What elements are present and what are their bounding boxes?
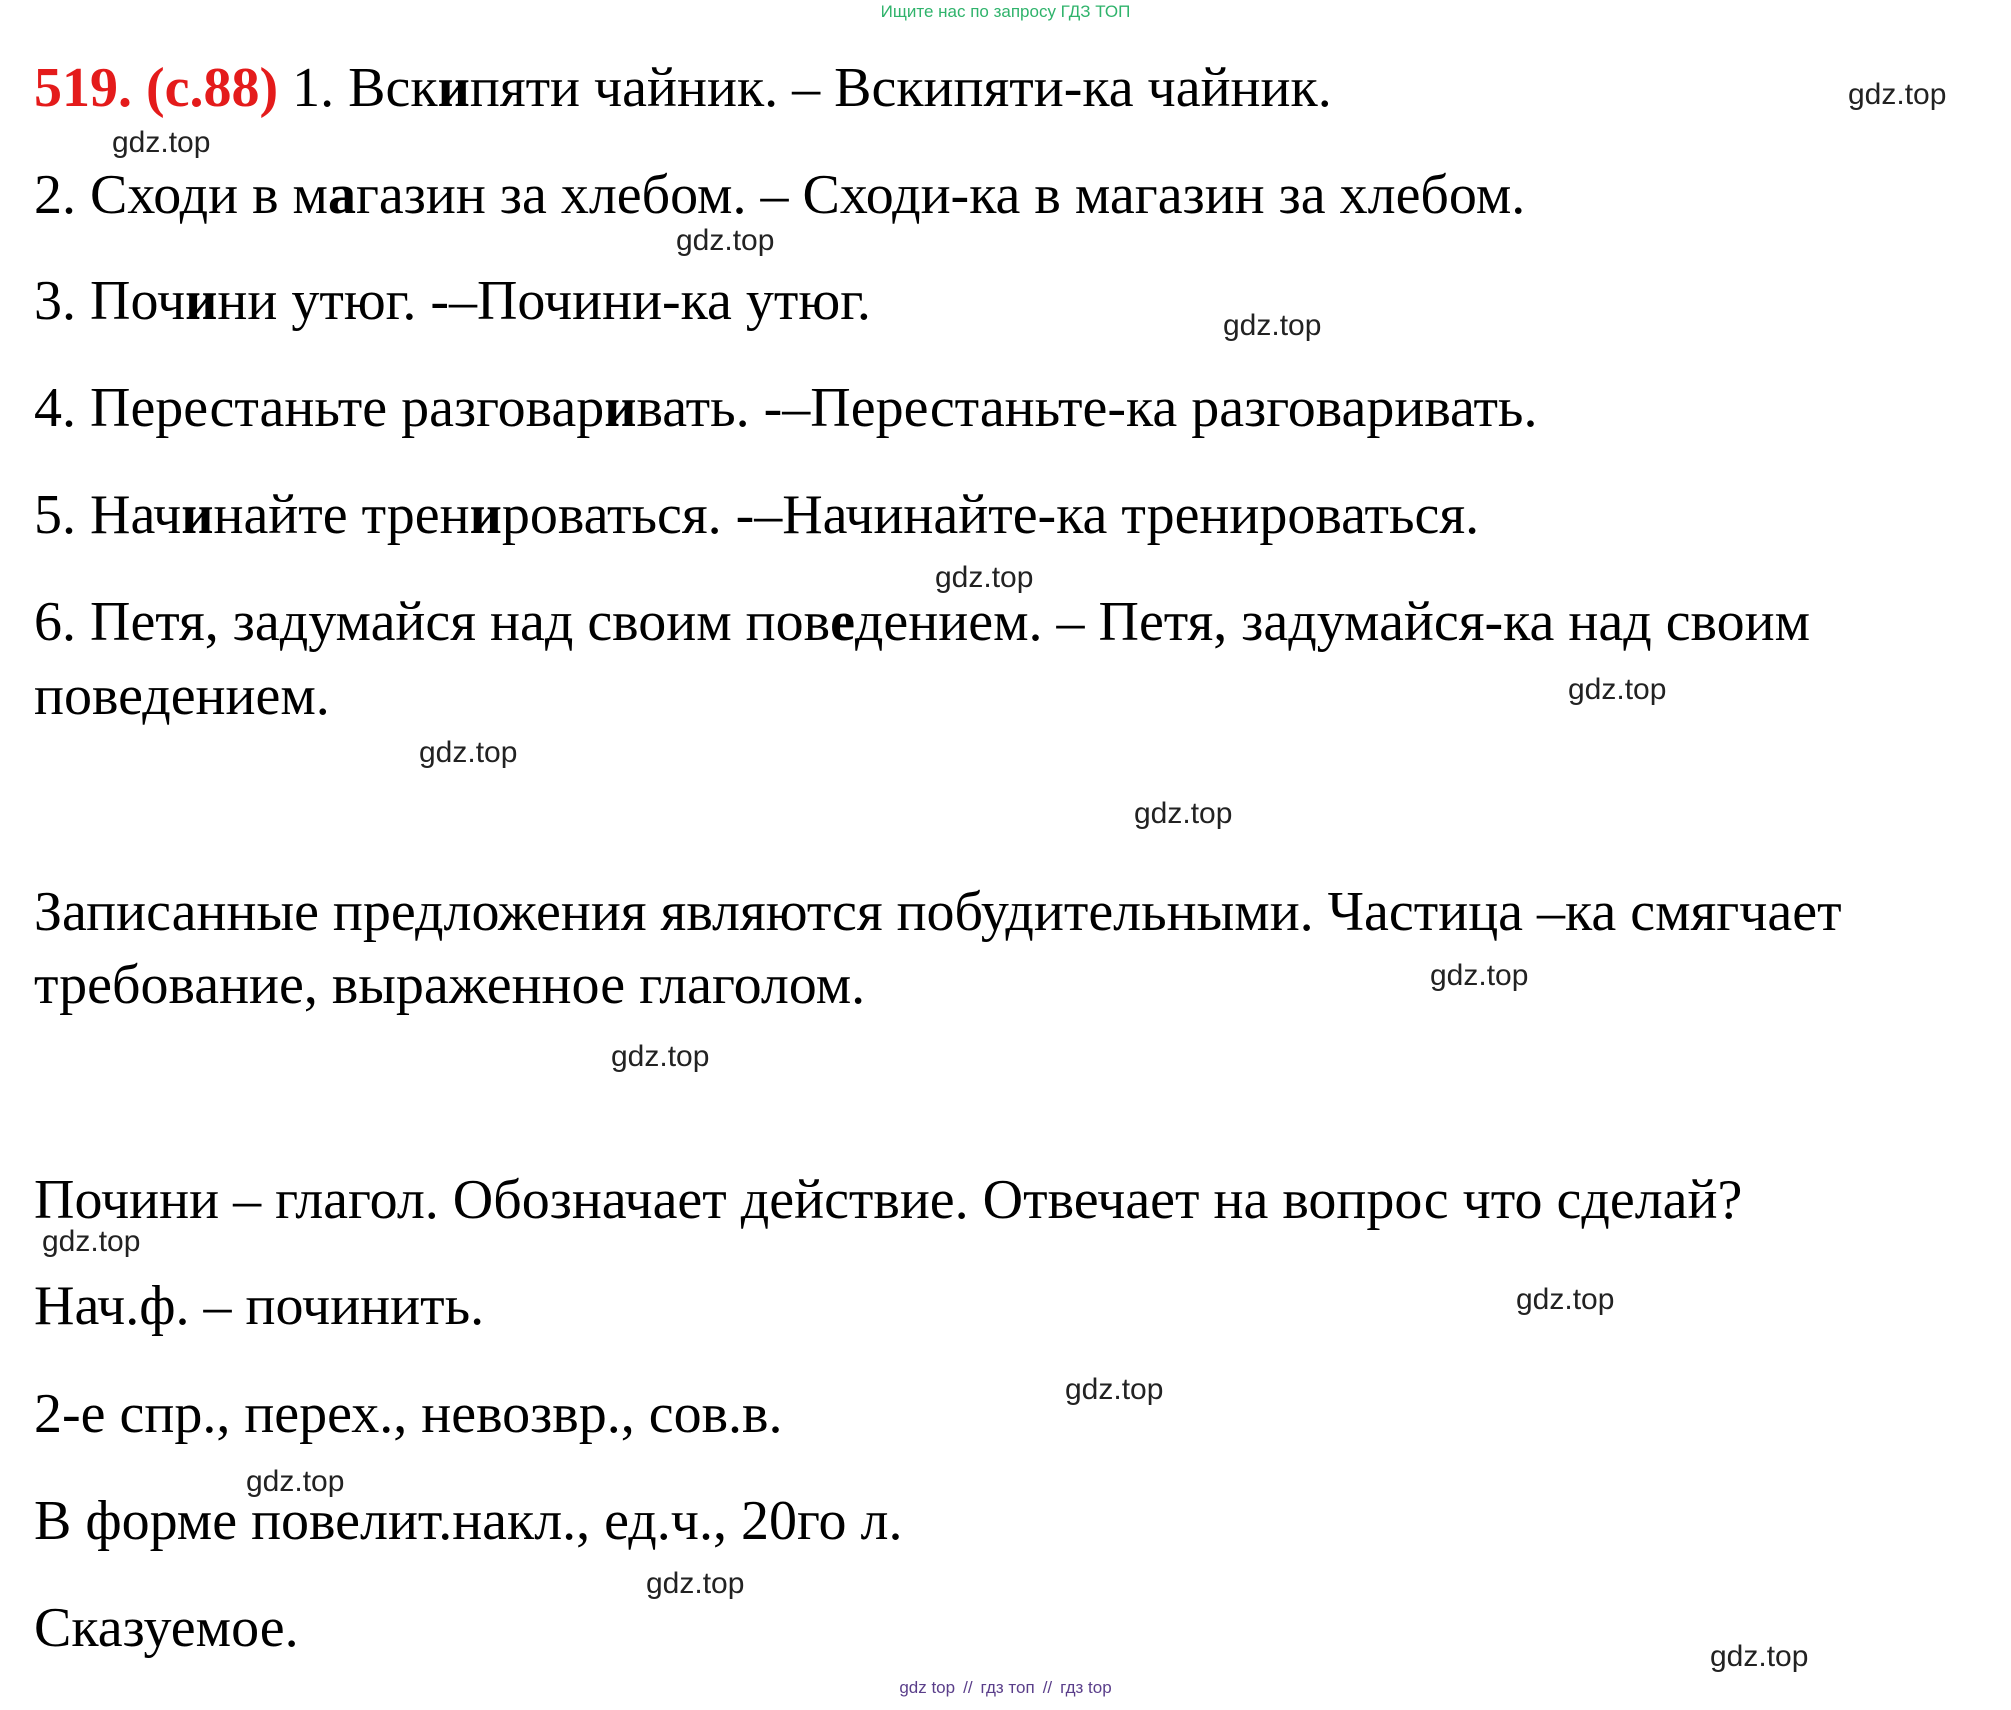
stress-vowel: е <box>830 591 855 653</box>
watermark: gdz.top <box>112 126 211 159</box>
watermark: gdz.top <box>611 1040 710 1073</box>
task-line-2-part-a: 2. Сходи в м <box>34 164 328 226</box>
watermark: gdz.top <box>1430 959 1529 992</box>
stress-vowel: и <box>469 484 502 546</box>
stress-vowel: и <box>604 377 637 439</box>
watermark: gdz.top <box>935 561 1034 594</box>
stress-vowel: а <box>327 164 356 226</box>
task-line-6-part-b: дением. – Петя, задумайся-ка над своим <box>854 591 1811 653</box>
task-line-1-part-a: 1. Вск <box>292 57 438 119</box>
task-line-6 <box>34 590 1810 654</box>
watermark: gdz.top <box>676 224 775 257</box>
watermark: gdz.top <box>246 1465 345 1498</box>
watermark: gdz.top <box>1848 78 1947 111</box>
conclusion-line-1: Записанные предложения являются побудительными. Частица –ка смягчает <box>34 881 1842 943</box>
task-line-1 <box>34 56 1332 120</box>
analysis-line-5: Сказуемое. <box>34 1597 299 1659</box>
analysis-line-3: 2-е спр., перех., невозвр., сов.в. <box>34 1383 783 1445</box>
stress-vowel: и <box>185 270 218 332</box>
analysis-line-4: В форме повелит.накл., ед.ч., 20го л. <box>34 1490 903 1552</box>
watermark: gdz.top <box>1134 797 1233 830</box>
task-line-1-part-b: пяти чайник. – Вскипяти-ка чайник. <box>469 57 1332 119</box>
task-line-2 <box>34 163 1525 227</box>
task-line-5-part-c: роваться. -–Начинайте-ка тренироваться. <box>501 484 1480 546</box>
footer-link[interactable]: гдз top <box>1060 1678 1112 1697</box>
footer <box>0 1678 2011 1698</box>
task-line-2-part-b: газин за хлебом. – Сходи-ка в магазин за хлебом. <box>355 164 1526 226</box>
watermark: gdz.top <box>1568 673 1667 706</box>
footer-separator: // <box>963 1678 973 1697</box>
task-line-6-part-a: 6. Петя, задумайся над своим пов <box>34 591 831 653</box>
analysis-line-2: Нач.ф. – починить. <box>34 1275 485 1337</box>
watermark: gdz.top <box>1223 309 1322 342</box>
watermark: gdz.top <box>419 736 518 769</box>
task-line-4 <box>34 376 1537 440</box>
footer-link[interactable]: gdz top <box>899 1678 956 1697</box>
task-line-3-part-b: ни утюг. -–Почини-ка утюг. <box>217 270 871 332</box>
watermark: gdz.top <box>646 1567 745 1600</box>
top-banner: Ищите нас по запросу ГДЗ ТОП <box>880 2 1131 21</box>
task-line-6-continued: поведением. <box>34 665 330 727</box>
stress-vowel: и <box>437 57 470 119</box>
task-line-3 <box>34 269 871 333</box>
task-line-5 <box>34 483 1479 547</box>
conclusion-line-2: требование, выраженное глаголом. <box>34 954 866 1016</box>
watermark: gdz.top <box>42 1225 141 1258</box>
task-number: 519. (с.88) <box>34 57 279 119</box>
task-line-4-part-a: 4. Перестаньте разговар <box>34 377 605 439</box>
footer-link[interactable]: гдз топ <box>980 1678 1035 1697</box>
footer-separator: // <box>1042 1678 1053 1697</box>
analysis-line-1: Почини – глагол. Обозначает действие. Отвечает на вопрос что сделай? <box>34 1169 1743 1231</box>
task-line-5-part-b: найте трен <box>213 484 470 546</box>
watermark: gdz.top <box>1065 1373 1164 1406</box>
watermark: gdz.top <box>1516 1283 1615 1316</box>
task-line-3-part-a: 3. Поч <box>34 270 186 332</box>
task-line-5-part-a: 5. Нач <box>34 484 182 546</box>
task-line-4-part-b: вать. -–Перестаньте-ка разговаривать. <box>636 377 1538 439</box>
watermark: gdz.top <box>1710 1640 1809 1673</box>
stress-vowel: и <box>181 484 214 546</box>
